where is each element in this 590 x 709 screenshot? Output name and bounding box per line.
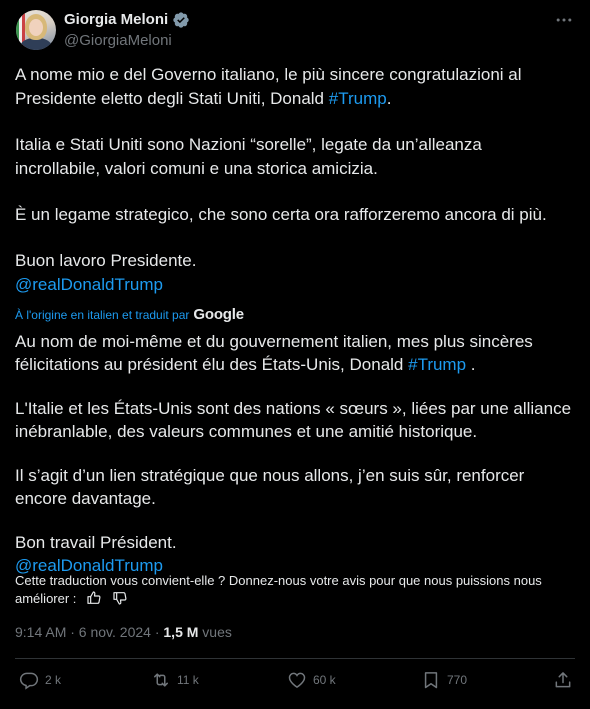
views-count: 1,5 M xyxy=(163,624,199,640)
tweet-paragraph-1 xyxy=(15,63,571,111)
tweet-closing-line: Buon lavoro Presidente. xyxy=(15,251,197,270)
translation-closing-line: Bon travail Président. xyxy=(15,533,177,552)
post-header xyxy=(16,8,574,50)
repost-icon xyxy=(151,670,171,690)
translation-mention-link[interactable]: @realDonaldTrump xyxy=(15,556,163,575)
tweet-paragraph-3: È un legame strategico, che sono certa ora rafforzeremo ancora di più. xyxy=(15,205,547,224)
translation-attribution[interactable] xyxy=(15,306,244,323)
tweet-paragraph-2: Italia e Stati Uniti sono Nazioni “sorelle”, legate da un’alleanza incrollabile, valori comuni e una storica amicizia. xyxy=(15,135,482,178)
reply-icon xyxy=(19,670,39,690)
tweet-text xyxy=(15,63,571,297)
post-timestamp[interactable]: 9:14 AM · 6 nov. 2024 · xyxy=(15,624,164,640)
verified-badge-icon[interactable] xyxy=(172,11,190,29)
translation-paragraph-1 xyxy=(15,330,575,376)
reply-button[interactable] xyxy=(19,670,61,690)
repost-button[interactable] xyxy=(151,670,199,690)
translation-paragraph-1-text: Au nom de moi-même et du gouvernement italien, mes plus sincères félicitations au président élu des États-Unis, Donald xyxy=(15,332,533,374)
translation-paragraph-4 xyxy=(15,531,575,577)
share-icon xyxy=(553,670,573,690)
translation-paragraph-2: L'Italie et les États-Unis sont des nations « sœurs », liées par une alliance inébranlable, des valeurs communes et une amitié historique. xyxy=(15,399,572,441)
author-display-name[interactable]: Giorgia Meloni xyxy=(64,11,169,28)
author-name-row xyxy=(64,10,190,30)
translation-feedback xyxy=(15,572,575,608)
action-bar xyxy=(15,670,575,694)
views-label: vues xyxy=(198,624,232,640)
thumbs-up-icon[interactable] xyxy=(86,590,102,606)
hashtag-link[interactable]: #Trump xyxy=(328,89,387,108)
translated-text xyxy=(15,330,575,598)
tweet-paragraph-1-end: . xyxy=(386,89,392,108)
translation-paragraph-3: Il s’agit d’un lien stratégique que nous allons, j’en suis sûr, renforcer encore davantage. xyxy=(15,466,525,508)
bookmark-icon xyxy=(421,670,441,690)
heart-icon xyxy=(287,670,307,690)
repost-count: 11 k xyxy=(177,673,199,687)
tweet-paragraph-4 xyxy=(15,249,571,297)
tweet-paragraph-1-text: A nome mio e del Governo italiano, le più sincere congratulazioni al Presidente eletto degli Stati Uniti, Donald xyxy=(15,65,522,108)
share-button[interactable] xyxy=(553,670,573,690)
bookmark-count: 770 xyxy=(447,673,468,687)
translation-paragraph-1-end: . xyxy=(466,355,476,374)
avatar-face xyxy=(29,19,43,36)
google-logo: Google xyxy=(193,306,244,323)
bookmark-button[interactable] xyxy=(421,670,467,690)
mention-link[interactable]: @realDonaldTrump xyxy=(15,275,163,294)
reply-count: 2 k xyxy=(45,673,62,687)
author-handle[interactable]: @GiorgiaMeloni xyxy=(64,32,172,49)
like-count: 60 k xyxy=(313,673,336,687)
like-button[interactable] xyxy=(287,670,336,690)
translation-attribution-label: À l'origine en italien et traduit par xyxy=(15,307,190,322)
thumbs-down-icon[interactable] xyxy=(112,590,128,606)
avatar[interactable] xyxy=(16,10,56,50)
feedback-text: Cette traduction vous convient-elle ? Donnez-nous votre avis pour que nous puissions nous améliorer : xyxy=(15,573,542,606)
more-options-icon[interactable] xyxy=(554,10,574,30)
divider xyxy=(15,658,575,659)
translation-hashtag-link[interactable]: #Trump xyxy=(408,355,467,374)
post-metadata xyxy=(15,623,232,641)
author-names xyxy=(64,10,190,51)
